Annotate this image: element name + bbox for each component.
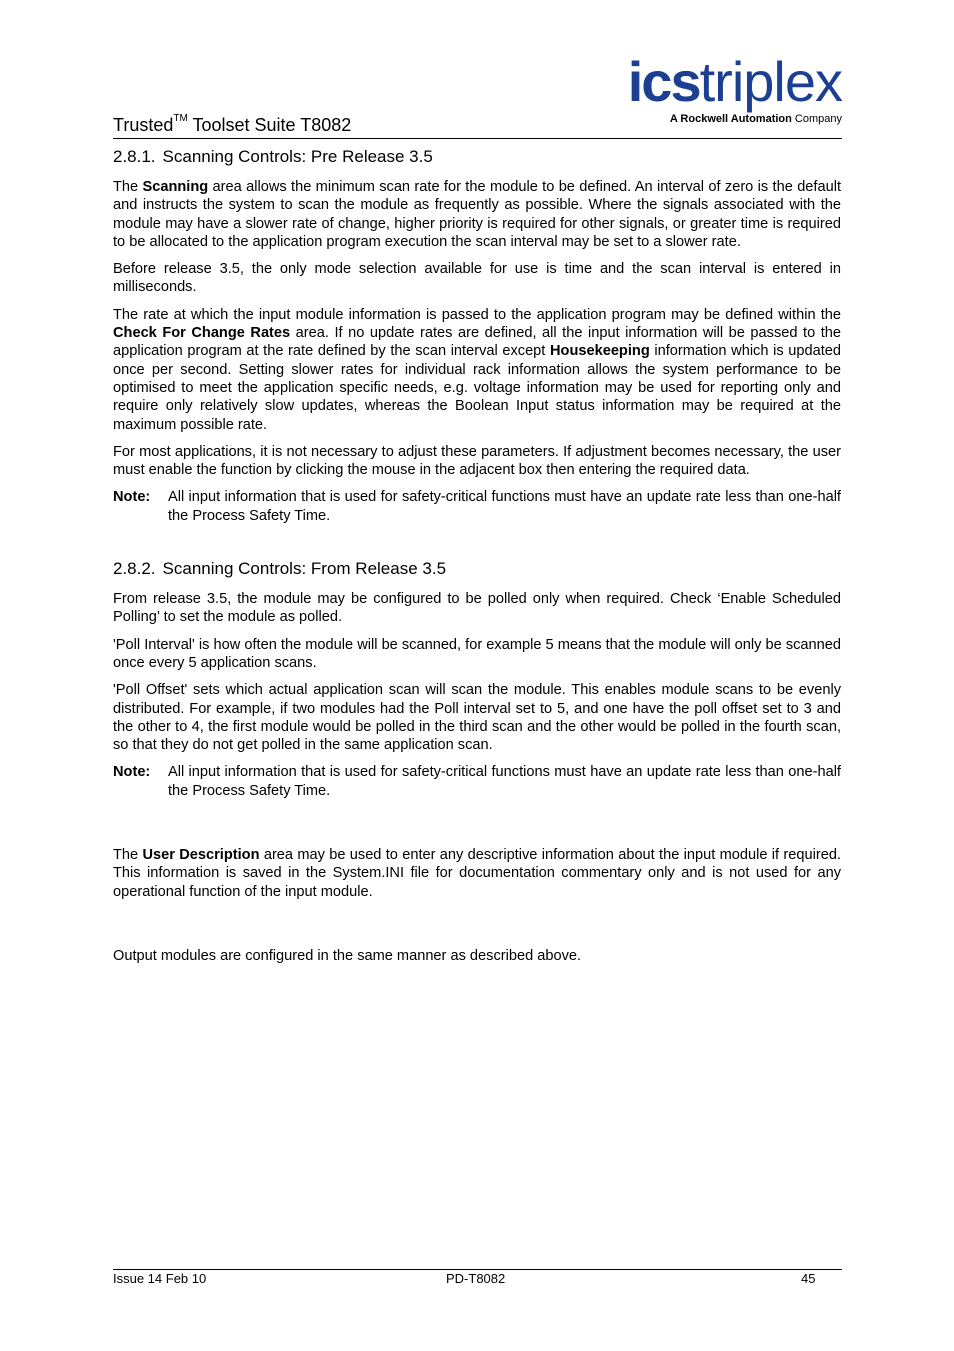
note-text: All input information that is used for safety-critical functions must have an update rate less than one-half the Process Safety Time. (168, 764, 841, 799)
footer-issue: Issue 14 Feb 10 (113, 1271, 207, 1286)
paragraph-most-applications: For most applications, it is not necessary to adjust these parameters. If adjustment becomes necessary, the user must enable the function by clicking the mouse in the adjacent box then entering the required data. (113, 443, 841, 479)
trademark-mark: TM (173, 113, 188, 124)
logo-company-text: Company (791, 113, 842, 125)
logo-tagline-text: A Rockwell Automation (669, 113, 792, 125)
paragraph-scanning: The Scanning area allows the minimum scan rate for the module to be defined. An interval of zero is the default and instructs the system to scan the module as frequently as possible. Where the signals associated with the module may have a slower rate of change, higher priority is required for other signals, or greater time is required to be allocated to the application program execution the scan interval may be set to a slower rate. (113, 179, 842, 250)
document-title (113, 113, 351, 137)
logo-wordmark (610, 50, 842, 113)
note-block (113, 763, 841, 800)
logo-tagline (610, 112, 842, 126)
paragraph-poll-interval: 'Poll Interval' is how often the module will be scanned, for example 5 means that the module will only be scanned once every 5 application scans. (113, 636, 841, 671)
paragraph-from-release: From release 3.5, the module may be configured to be polled only when required. Check ‘Enable Scheduled Polling’ to set the module as polled. (113, 591, 841, 626)
page-content (113, 146, 841, 974)
section-heading-2-8-2 (113, 558, 841, 580)
footer-page-number: 45 (801, 1271, 816, 1286)
section-title: Scanning Controls: Pre Release 3.5 (162, 147, 433, 166)
footer-document-number: PD-T8082 (446, 1271, 506, 1286)
section-heading-2-8-1 (113, 146, 841, 168)
paragraph-check-for-change: The rate at which the input module information is passed to the application program may be defined within the Check For Change Rates area. If no update rates are defined, all the input information will be passed to the application program at the rate defined by the scan interval except Housekeeping information which is updated once per second. Setting slower rates for individual rack information allows the system performance to be optimised to meet the application specific needs, e.g. voltage information may be used for reporting only and require only relatively slow updates, whereas the Boolean Input status information may be required at the maximum possible rate. (113, 306, 842, 433)
paragraph-output-modules: Output modules are configured in the same manner as described above. (113, 947, 582, 964)
section-title: Scanning Controls: From Release 3.5 (162, 559, 447, 579)
paragraph-user-description: The User Description area may be used to enter any descriptive information about the input module if required. This information is saved in the System.INI file for documentation commentary only and is not used for any operational function of the input module. (113, 847, 841, 900)
section-number: 2.8.2. (113, 559, 156, 579)
title-text: Trusted (113, 115, 174, 135)
logo-bold-text: ics (627, 50, 700, 113)
company-logo (610, 50, 842, 126)
note-block (113, 488, 841, 525)
footer-rule (113, 1269, 842, 1270)
section-number: 2.8.1. (113, 147, 156, 166)
paragraph-poll-offset: 'Poll Offset' sets which actual application scan will scan the module. This enables module scans to be evenly distributed. For example, if two modules had the Poll interval set to 5, and one have the poll offset set to 3 and the other to 4, the first module would be polled in the third scan and the other would be polled in the fourth scan, so that they do not get polled in the same application scan. (113, 682, 841, 754)
note-label: Note: (113, 764, 151, 781)
logo-light-text: triplex (699, 50, 842, 113)
note-text: All input information that is used for safety-critical functions must have an update rate less than one-half the Process Safety Time. (168, 489, 841, 524)
note-label: Note: (113, 489, 151, 506)
header-rule (113, 138, 842, 139)
paragraph-before-release: Before release 3.5, the only mode selection available for use is time and the scan interval is entered in milliseconds. (113, 261, 841, 296)
title-suffix: Toolset Suite T8082 (187, 115, 352, 135)
